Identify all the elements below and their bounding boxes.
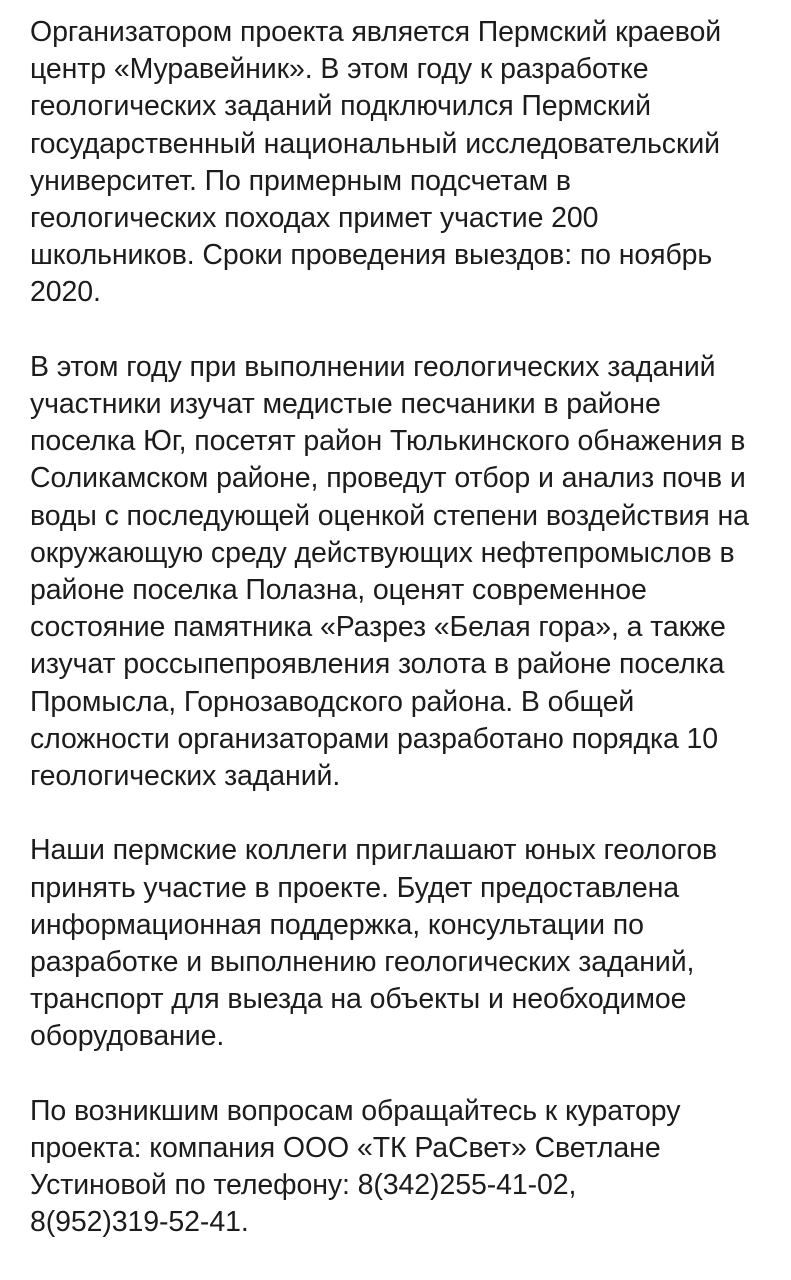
text-line: участники изучат медистые песчаники в районе [30,388,661,421]
paragraph-spacer [30,312,770,349]
text-line: состояние памятника «Разрез «Белая гора», а также [30,611,726,644]
article-text [30,14,770,1242]
text-line: изучат россыпепроявления золота в районе поселка [30,648,725,681]
text-line: транспорт для выезда на объекты и необходимое [30,983,687,1016]
paragraph-contacts [30,1093,770,1242]
text-line: проекта: компания ООО «ТК РаСвет» Светлане [30,1132,661,1165]
text-line: Наши пермские коллеги приглашают юных геологов [30,834,718,867]
text-line: университет. По примерным подсчетам в [30,164,571,197]
text-line: По возникшим вопросам обращайтесь к куратору [30,1094,681,1127]
text-line: Устиновой по телефону: 8(342)255-41-02, [30,1169,577,1202]
text-line: поселка Юг, посетят район Тюлькинского обнажения в [30,425,746,458]
text-line: оборудование. [30,1020,225,1053]
text-line: 2020. [30,276,101,309]
text-line: принять участие в проекте. Будет предоставлена [30,871,680,904]
paragraph-tasks [30,349,770,795]
text-line: В этом году при выполнении геологических заданий [30,350,716,383]
text-line: окружающую среду действующих нефтепромыслов в [30,536,735,569]
text-line: сложности организаторами разработано порядка 10 [30,722,719,755]
text-line: Промысла, Горнозаводского района. В общей [30,685,635,718]
text-line: государственный национальный исследовательский [30,127,720,160]
paragraph-spacer [30,795,770,832]
text-line: геологических заданий. [30,760,341,793]
text-line: районе поселка Полазна, оценят современное [30,574,647,607]
text-line: школьников. Сроки проведения выездов: по ноябрь [30,239,713,272]
text-line: воды с последующей оценкой степени воздействия на [30,499,749,532]
text-line: геологических заданий подключился Пермский [30,90,651,123]
text-line: геологических походах примет участие 200 [30,202,599,235]
text-line: центр «Муравейник». В этом году к разработке [30,53,649,86]
paragraph-organizer [30,14,770,312]
text-line: 8(952)319-52-41. [30,1206,249,1239]
text-line: информационная поддержка, консультации по [30,908,644,941]
text-line: Организатором проекта является Пермский краевой [30,16,722,48]
paragraph-spacer [30,1056,770,1093]
text-line: Соликамском районе, проведут отбор и анализ почв и [30,462,746,495]
text-line: разработке и выполнению геологических заданий, [30,946,695,979]
paragraph-invitation [30,832,770,1055]
